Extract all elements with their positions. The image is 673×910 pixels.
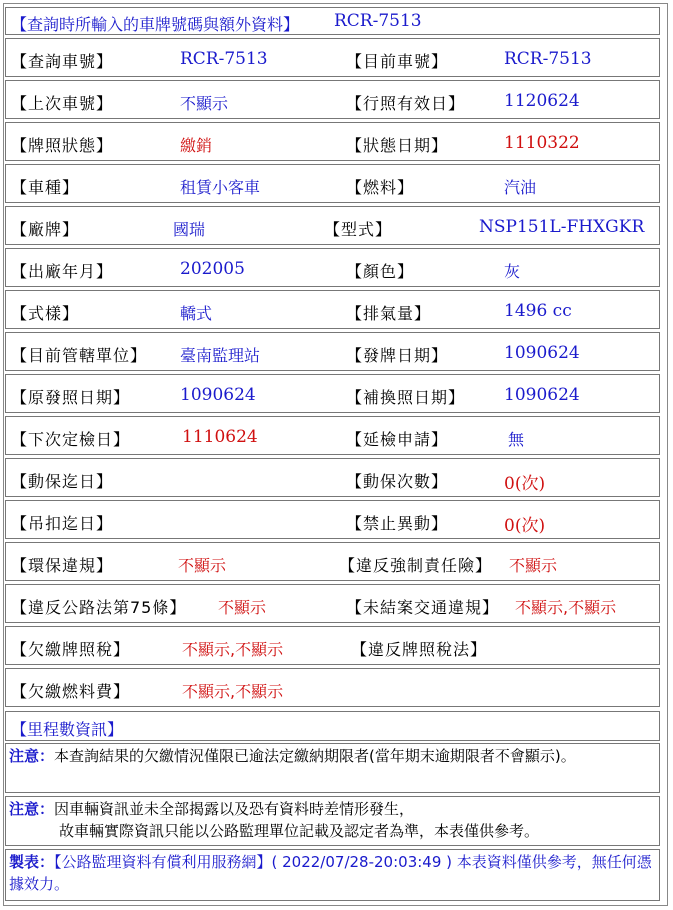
field-label: 【禁止異動】 [346, 514, 449, 533]
field-label: 【吊扣迄日】 [11, 514, 114, 533]
field-label: 【車種】 [11, 178, 80, 197]
field-label: 【下次定檢日】 [11, 430, 131, 449]
info-row [5, 332, 660, 371]
field-value: 不顯示 [180, 94, 229, 113]
note-arrears [5, 743, 660, 793]
field-label: 【查詢車號】 [11, 52, 114, 71]
field-value: 國瑞 [173, 220, 206, 239]
info-row [5, 290, 660, 329]
field-label: 【目前車號】 [346, 52, 449, 71]
field-value: 灰 [504, 262, 521, 281]
field-label: 【動保迄日】 [11, 472, 114, 491]
info-row [5, 80, 660, 119]
field-value: 0(次) [504, 474, 546, 494]
field-value: 1110322 [504, 133, 580, 153]
field-label: 【動保次數】 [346, 472, 449, 491]
field-value: RCR-7513 [180, 49, 268, 69]
field-label: 【廠牌】 [11, 220, 80, 239]
info-row [5, 248, 660, 287]
field-value: 不顯示,不顯示 [182, 640, 284, 659]
field-value: 不顯示,不顯示 [182, 682, 284, 701]
field-label: 【顏色】 [346, 262, 415, 281]
note2-label: 注意： [9, 800, 55, 818]
note2-line1: 因車輛資訊並未全部揭露以及恐有資料時差情形發生， [54, 800, 415, 818]
field-label: 【環保違規】 [11, 556, 114, 575]
mileage-label: 【里程數資訊】 [11, 720, 124, 739]
info-row [5, 458, 660, 497]
field-label: 【型式】 [324, 220, 393, 239]
info-row [5, 584, 660, 623]
info-row [5, 668, 660, 707]
field-value: 1110624 [182, 427, 258, 447]
field-value: 0(次) [504, 516, 546, 536]
info-row [5, 542, 660, 581]
field-value: 1120624 [504, 91, 580, 111]
footer-text: 【公路監理資料有償利用服務網】( 2022/07/28-20:03:49 ) 本表資料僅供參考，無任何憑據效力。 [9, 853, 652, 893]
field-label: 【牌照狀態】 [11, 136, 114, 155]
field-label: 【排氣量】 [346, 304, 432, 323]
field-label: 【違反牌照稅法】 [351, 640, 488, 659]
field-value: 1090624 [504, 385, 580, 405]
field-label: 【違反強制責任險】 [339, 556, 493, 575]
field-value: 汽油 [504, 178, 537, 197]
field-value: 不顯示 [218, 598, 267, 617]
field-label: 【狀態日期】 [346, 136, 449, 155]
info-row [5, 38, 660, 77]
field-label: 【燃料】 [346, 178, 415, 197]
field-label: 【上次車號】 [11, 94, 114, 113]
field-label: 【目前管轄單位】 [11, 346, 148, 365]
field-value: 轎式 [180, 304, 213, 323]
info-row [5, 164, 660, 203]
mileage-header [5, 711, 660, 741]
field-value: 1496 cc [504, 301, 572, 321]
field-value: 不顯示 [509, 556, 558, 575]
field-value: 租賃小客車 [180, 178, 261, 197]
field-value: 不顯示 [178, 556, 227, 575]
note1-label: 注意： [9, 747, 55, 765]
field-label: 【發牌日期】 [346, 346, 449, 365]
report-footer [5, 849, 660, 901]
field-label: 【欠繳牌照稅】 [11, 640, 131, 659]
note2-line2: 故車輛實際資訊只能以公路監理單位記載及認定者為準，本表僅供參考。 [59, 822, 540, 840]
header-title: 【查詢時所輸入的車牌號碼與額外資料】 [11, 15, 300, 34]
field-value: 202005 [180, 259, 245, 279]
info-row [5, 374, 660, 413]
field-value: 臺南監理站 [180, 346, 261, 365]
note-disclaimer [5, 796, 660, 846]
header-plate: RCR-7513 [334, 11, 422, 31]
report-header [5, 7, 660, 35]
field-value: 無 [508, 430, 525, 449]
info-row [5, 416, 660, 455]
field-label: 【延檢申請】 [346, 430, 449, 449]
field-label: 【違反公路法第75條】 [11, 598, 187, 617]
info-row [5, 500, 660, 539]
field-label: 【出廠年月】 [11, 262, 114, 281]
info-row [5, 122, 660, 161]
field-value: NSP151L-FHXGKR [479, 217, 645, 237]
field-label: 【行照有效日】 [346, 94, 466, 113]
footer-label: 製表： [9, 853, 55, 871]
field-label: 【欠繳燃料費】 [11, 682, 131, 701]
note1-text: 本查詢結果的欠繳情況僅限已逾法定繳納期限者(當年期末逾期限者不會顯示)。 [54, 747, 576, 765]
field-value: 1090624 [504, 343, 580, 363]
field-label: 【原發照日期】 [11, 388, 131, 407]
field-label: 【補換照日期】 [346, 388, 466, 407]
field-value: RCR-7513 [504, 49, 592, 69]
field-label: 【式樣】 [11, 304, 80, 323]
field-label: 【未結案交通違規】 [346, 598, 500, 617]
info-row [5, 626, 660, 665]
field-value: 繳銷 [180, 136, 213, 155]
field-value: 1090624 [180, 385, 256, 405]
field-value: 不顯示,不顯示 [515, 598, 617, 617]
info-row [5, 206, 660, 245]
